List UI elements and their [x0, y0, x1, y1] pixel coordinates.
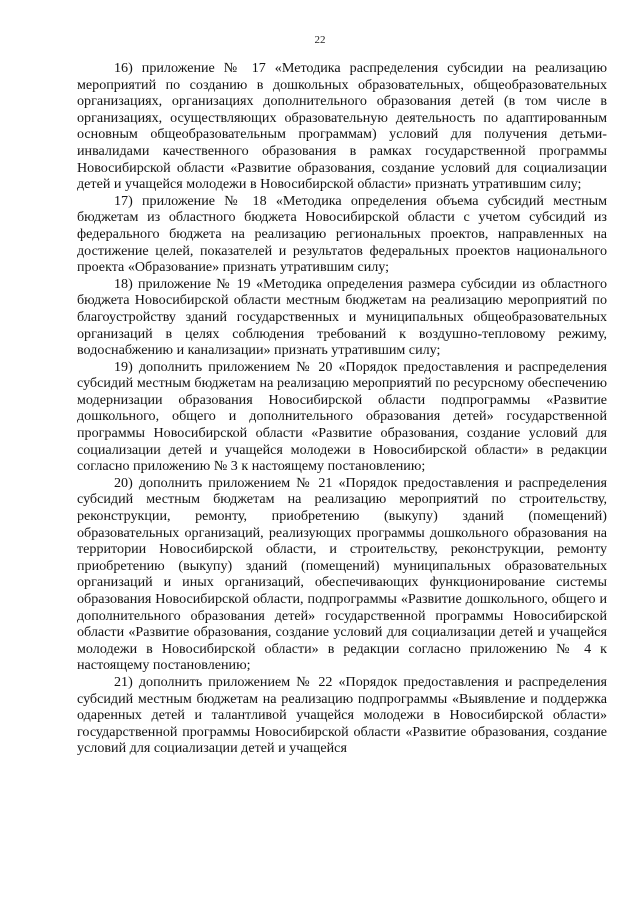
paragraph-item-18: 18) приложение № 19 «Методика определения размера субсидии из областного бюджета Новосибирской области местным бюджетам на реализацию мероприятий по благоустройству зданий государственных и муниципальных общеобразовательных организаций в целях соблюдения требований к воздушно-тепловому режиму, водоснабжению и канализации» признать утратившим силу; [77, 275, 607, 359]
page-number: 22 [314, 34, 326, 46]
paragraph-item-16: 16) приложение № 17 «Методика распределения субсидии на реализацию мероприятий по созданию в дошкольных образовательных, общеобразовательных организациях, организациях дополнительного образования детей (в том числе в организациях, осуществляющих образовательную деятельность по адаптированным основным общеобразовательным программам) условий для получения детьми-инвалидами качественного образования в рамках государственной программы Новосибирской области «Развитие образования, создание условий для социализации детей и учащейся молодежи в Новосибирской области» признать утратившим силу; [77, 60, 607, 193]
paragraph-item-19: 19) дополнить приложением № 20 «Порядок предоставления и распределения субсидий местным бюджетам на реализацию мероприятий по ресурсному обеспечению модернизации образования Новосибирской области подпрограммы «Развитие дошкольного, общего и дополнительного образования детей» государственной программы Новосибирской области «Развитие образования, создание условий для социализации детей и учащейся молодежи в Новосибирской области» в редакции согласно приложению № 3 к настоящему постановлению; [77, 358, 607, 475]
paragraph-item-20: 20) дополнить приложением № 21 «Порядок предоставления и распределения субсидий местным бюджетам на реализацию мероприятий по строительству, реконструкции, ремонту, приобретению (выкупу) зданий (помещений) образовательных организаций, реализующих программы дошкольного образования на территории Новосибирской области, и строительству, реконструкции, ремонту приобретению (выкупу) зданий (помещений) муниципальных образовательных организаций и иных организаций, обеспечивающих функционирование системы образования Новосибирской области, подпрограммы «Развитие дошкольного, общего и дополнительного образования детей» государственной программы Новосибирской области «Развитие образования, создание условий для социализации детей и учащейся молодежи в Новосибирской области» в редакции согласно приложению № 4 к настоящему постановлению; [77, 474, 607, 674]
document-body [77, 60, 607, 757]
paragraph-item-21: 21) дополнить приложением № 22 «Порядок предоставления и распределения субсидий местным бюджетам на реализацию подпрограммы «Выявление и поддержка одаренных детей и талантливой учащейся молодежи в Новосибирской области» государственной программы Новосибирской области «Развитие образования, создание условий для социализации детей и учащейся [77, 673, 607, 757]
paragraph-item-17: 17) приложение № 18 «Методика определения объема субсидий местным бюджетам из областного бюджета Новосибирской области с учетом субсидий из федерального бюджета на реализацию региональных проектов, направленных на достижение целей, показателей и результатов федеральных проектов национального проекта «Образование» признать утратившим силу; [77, 192, 607, 276]
